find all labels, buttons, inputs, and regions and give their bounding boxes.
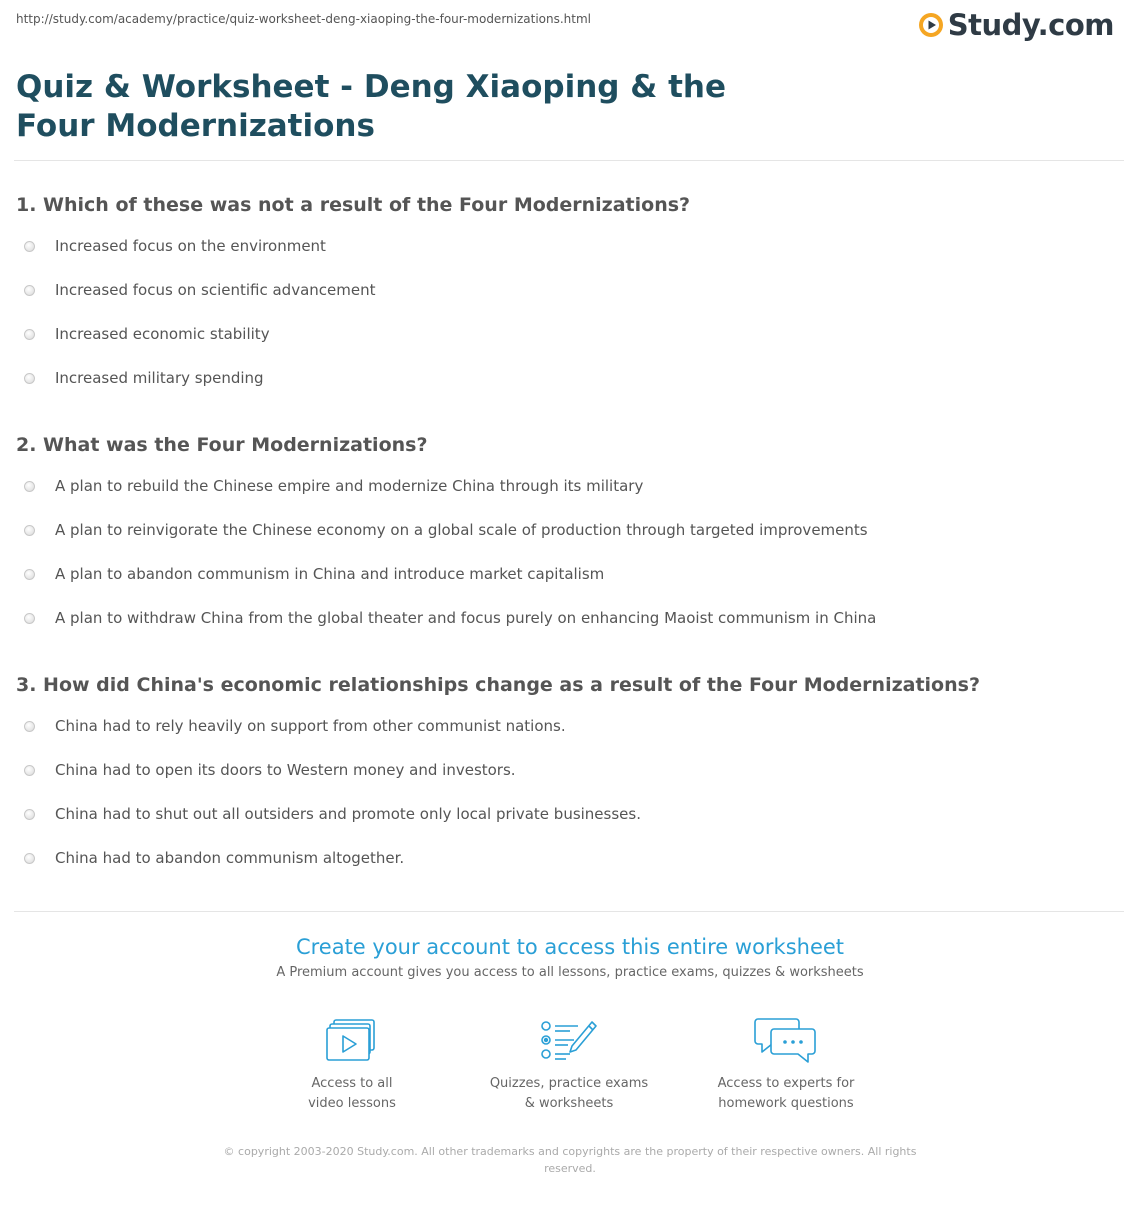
radio-button[interactable] [24, 765, 35, 776]
answer-option[interactable] [16, 552, 876, 596]
logo-text: Study.com [947, 8, 1114, 42]
feature-label: Quizzes, practice exams & worksheets [489, 1076, 649, 1111]
question-text: 2. What was the Four Modernizations? [16, 434, 428, 456]
radio-button[interactable] [24, 241, 35, 252]
answer-label: A plan to abandon communism in China and introduce market capitalism [55, 565, 605, 583]
answer-label: A plan to rebuild the Chinese empire and modernize China through its military [55, 477, 644, 495]
radio-button[interactable] [24, 613, 35, 624]
cta-subtitle: A Premium account gives you access to all lessons, practice exams, quizzes & worksheets [276, 965, 864, 980]
create-account-link[interactable]: Create your account to access this entire worksheet [295, 935, 845, 959]
answer-label: Increased military spending [55, 369, 264, 387]
radio-button[interactable] [24, 329, 35, 340]
answer-label: China had to shut out all outsiders and promote only local private businesses. [55, 805, 641, 823]
answer-label: A plan to withdraw China from the global theater and focus purely on enhancing Maoist communism in China [55, 609, 877, 627]
feature-label: Access to experts for homework questions [717, 1076, 855, 1111]
page-title: Quiz & Worksheet - Deng Xiaoping & the Four Modernizations [16, 69, 727, 144]
question-text: 1. Which of these was not a result of the Four Modernizations? [16, 194, 691, 216]
answer-option[interactable] [16, 704, 980, 748]
radio-button[interactable] [24, 721, 35, 732]
quiz-checklist-icon [540, 1018, 598, 1064]
radio-button[interactable] [24, 853, 35, 864]
answer-option[interactable] [16, 356, 690, 400]
answer-option[interactable] [16, 596, 876, 640]
answer-label: Increased focus on the environment [55, 237, 326, 255]
answer-options [16, 464, 876, 640]
divider [14, 911, 1124, 912]
answer-option[interactable] [16, 312, 690, 356]
answer-option[interactable] [16, 224, 690, 268]
video-lessons-icon [326, 1018, 378, 1064]
feature-label: Access to all video lessons [308, 1076, 396, 1111]
feature-video-lessons [252, 1016, 452, 1114]
signup-cta [0, 933, 1140, 980]
question-1 [16, 193, 690, 400]
answer-label: China had to abandon communism altogether. [55, 849, 405, 867]
answer-option[interactable] [16, 748, 980, 792]
chat-bubbles-icon [754, 1017, 818, 1065]
feature-experts [686, 1016, 886, 1114]
divider [14, 160, 1124, 161]
copyright-notice: © copyright 2003-2020 Study.com. All other trademarks and copyrights are the property of their respective owners. All rights reserved. [223, 1145, 917, 1175]
radio-button[interactable] [24, 525, 35, 536]
page-url: http://study.com/academy/practice/quiz-worksheet-deng-xiaoping-the-four-modernizations.html [16, 12, 592, 26]
answer-option[interactable] [16, 792, 980, 836]
study-logo[interactable] [918, 8, 1114, 42]
answer-label: China had to rely heavily on support from other communist nations. [55, 717, 566, 735]
radio-button[interactable] [24, 285, 35, 296]
answer-option[interactable] [16, 268, 690, 312]
question-2 [16, 433, 876, 640]
radio-button[interactable] [24, 809, 35, 820]
answer-options [16, 224, 690, 400]
answer-option[interactable] [16, 836, 980, 880]
question-text: 3. How did China's economic relationships change as a result of the Four Modernizations? [16, 674, 980, 696]
answer-label: A plan to reinvigorate the Chinese economy on a global scale of production through targeted improvements [55, 521, 868, 539]
answer-label: China had to open its doors to Western money and investors. [55, 761, 516, 779]
radio-button[interactable] [24, 569, 35, 580]
question-3 [16, 673, 980, 880]
answer-label: Increased focus on scientific advancement [55, 281, 376, 299]
play-logo-icon [918, 12, 944, 38]
radio-button[interactable] [24, 481, 35, 492]
answer-label: Increased economic stability [55, 325, 270, 343]
feature-quizzes [469, 1016, 669, 1114]
radio-button[interactable] [24, 373, 35, 384]
answer-option[interactable] [16, 508, 876, 552]
answer-option[interactable] [16, 464, 876, 508]
answer-options [16, 704, 980, 880]
